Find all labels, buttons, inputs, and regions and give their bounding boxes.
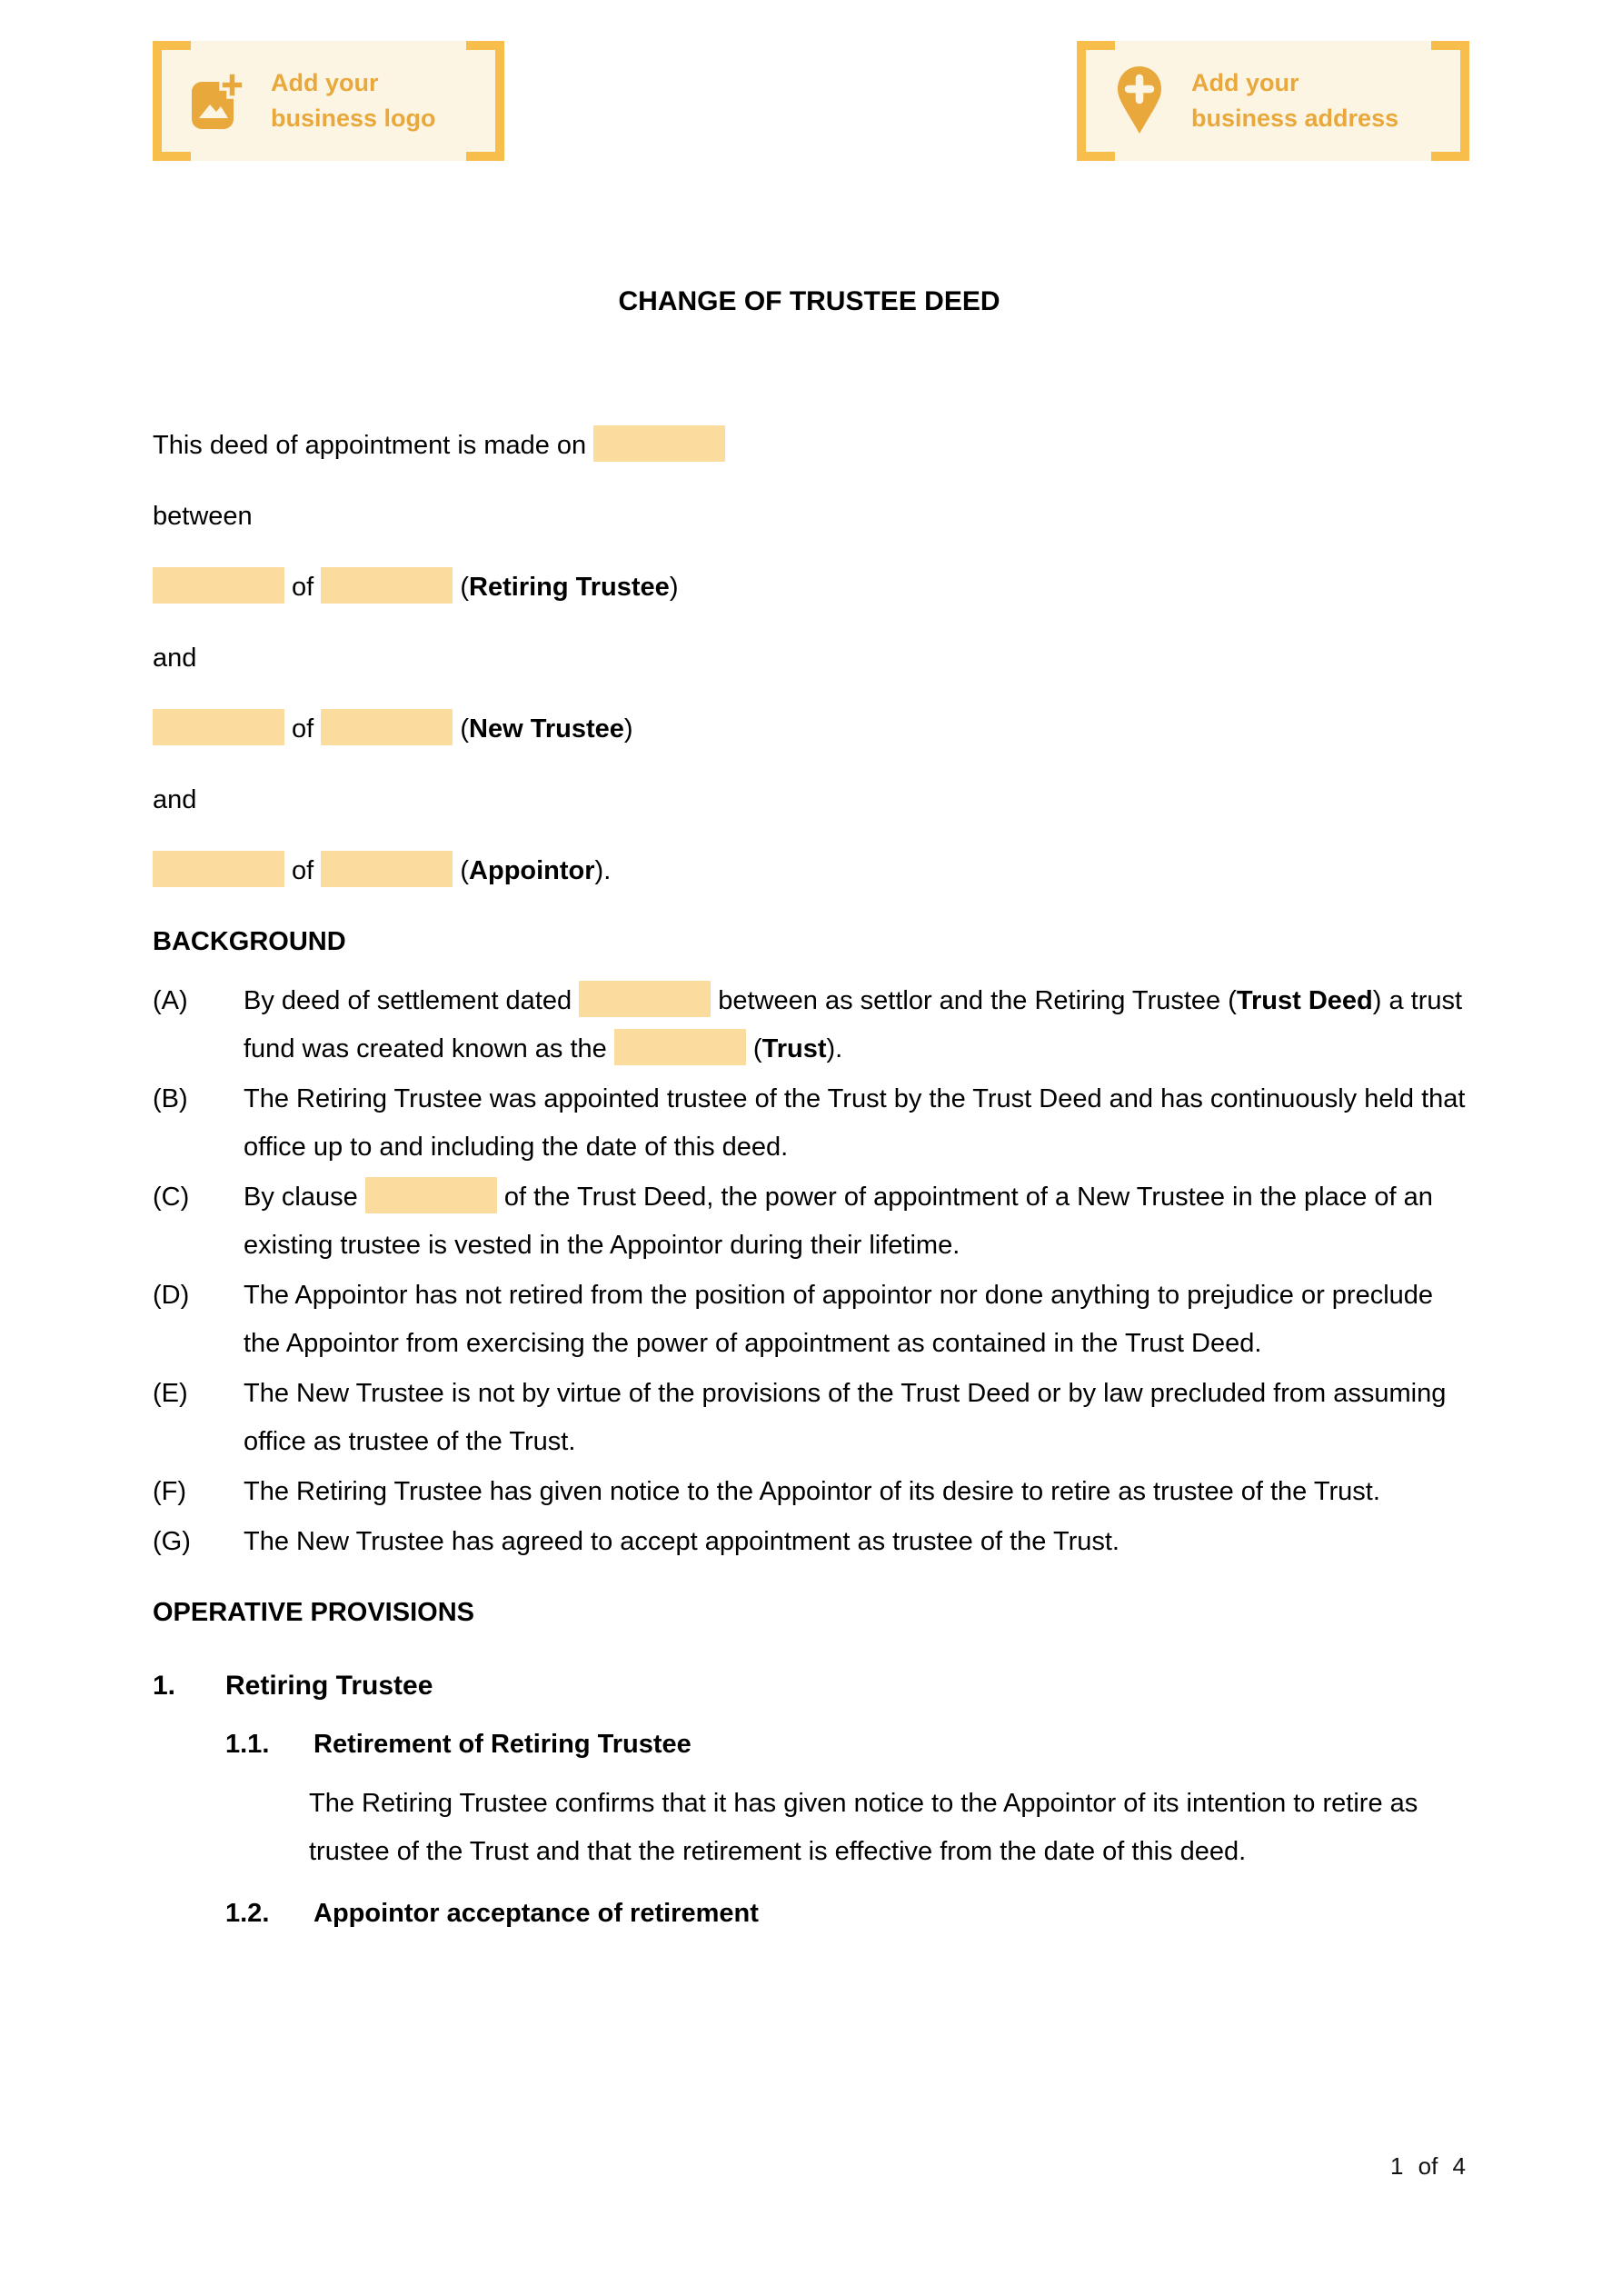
document-title: CHANGE OF TRUSTEE DEED [618,286,1000,316]
add-business-logo-label [271,65,436,136]
subsection-1-2-number: 1.2. [225,1899,270,1928]
recital-text [244,1518,1466,1566]
recital-text [244,1468,1466,1516]
section-1-title: Retiring Trustee [225,1671,433,1701]
corner-bracket-left [153,41,191,161]
text-run: ). [826,1034,843,1063]
intro-and-2: and [153,785,197,814]
text-run: ( [453,714,470,744]
placeholder-highlight[interactable] [593,425,725,462]
add-business-logo-label-line1: Add your [271,69,379,96]
subsection-1-1-number: 1.1. [225,1730,270,1759]
party-retiring-trustee [153,564,1466,612]
text-run: This deed of appointment is made on [153,431,594,460]
intro-and-1: and [153,644,197,673]
corner-bracket-right [466,41,504,161]
recital-item-e [153,1370,1466,1466]
recital-item-d [153,1272,1466,1368]
text-run: ( [745,1034,762,1063]
text-run: ) a trust fund was created known as the [244,986,1463,1063]
placeholder-highlight[interactable] [153,709,284,745]
text-run: ( [453,856,470,885]
subsection-1-1-body: The Retiring Trustee confirms that it has given notice to the Appointor of its intention to retire as trustee of the Trust and that the retirement is effective from the date of this deed. [309,1789,1418,1866]
text-run: between as settlor and the Retiring Trustee ( [711,986,1237,1015]
intro-made-on [153,422,1466,470]
recital-label: (D) [153,1281,190,1310]
image-plus-icon [191,71,244,131]
add-business-address-label [1191,65,1398,136]
corner-bracket-right [1431,41,1469,161]
text-run: By deed of settlement dated [244,986,580,1015]
bold-term: Retiring Trustee [469,573,670,602]
placeholder-highlight[interactable] [153,567,284,604]
text-run: of [284,573,322,602]
recital-label: (F) [153,1477,187,1506]
bold-term: Appointor [469,856,595,885]
subsection-1-1-title: Retirement of Retiring Trustee [313,1730,692,1759]
text-run: By clause [244,1183,365,1212]
bold-term: New Trustee [469,714,624,744]
text-run: of the Trust Deed, the power of appointment of a New Trustee in the place of an existing trustee is vested in the Appointor during their lifetime. [244,1183,1433,1260]
add-business-address-label-line1: Add your [1191,69,1299,96]
page-number-indicator: 1 of 4 [1389,2152,1466,2180]
subsection-1-1-heading [225,1721,1466,1769]
placeholder-highlight[interactable] [321,851,453,887]
recital-item-b [153,1075,1466,1172]
recital-label: (E) [153,1379,188,1408]
text-run: The Retiring Trustee was appointed trustee of the Trust by the Trust Deed and has continuously held that office up to and including the date of this deed. [244,1084,1466,1162]
placeholder-highlight[interactable] [614,1029,746,1065]
recital-item-c [153,1173,1466,1270]
recital-label: (C) [153,1183,190,1212]
placeholder-highlight[interactable] [153,851,284,887]
recital-item-f [153,1468,1466,1516]
text-run: ) [623,714,633,744]
placeholder-highlight[interactable] [321,567,453,604]
recital-label: (A) [153,986,188,1015]
text-run: of [284,714,322,744]
intro-between: between [153,502,253,531]
text-run: The New Trustee has agreed to accept appointment as trustee of the Trust. [244,1527,1119,1556]
add-business-logo-placeholder[interactable] [153,41,504,161]
add-business-address-label-line2: business address [1191,105,1399,132]
recital-item-a [153,977,1466,1073]
section-1-number: 1. [153,1671,176,1701]
text-run: ). [594,856,612,885]
placeholder-highlight[interactable] [365,1177,497,1213]
add-business-logo-label-line2: business logo [271,105,436,132]
bold-term: Trust Deed [1236,986,1373,1015]
recital-text [244,1173,1466,1270]
background-heading: BACKGROUND [153,927,346,956]
operative-provisions-heading: OPERATIVE PROVISIONS [153,1598,474,1627]
add-business-address-placeholder[interactable] [1077,41,1469,161]
text-run: of [284,856,322,885]
section-1-heading [153,1662,1466,1710]
recital-text [244,1075,1466,1172]
placeholder-highlight[interactable] [579,981,711,1017]
placeholder-highlight[interactable] [321,709,453,745]
party-appointor [153,847,1466,895]
bold-term: Trust [761,1034,827,1063]
recital-item-g [153,1518,1466,1566]
corner-bracket-left [1077,41,1115,161]
text-run: ) [669,573,679,602]
recital-text [244,1370,1466,1466]
subsection-1-2-title: Appointor acceptance of retirement [313,1899,759,1928]
text-run: The Retiring Trustee has given notice to the Appointor of its desire to retire as trustee of the Trust. [244,1477,1380,1506]
map-pin-plus-icon [1115,65,1164,137]
party-new-trustee [153,705,1466,754]
text-run: The New Trustee is not by virtue of the provisions of the Trust Deed or by law precluded from assuming office as trustee of the Trust. [244,1379,1447,1456]
recital-label: (G) [153,1527,191,1556]
recital-text [244,977,1466,1073]
text-run: ( [453,573,470,602]
recital-text [244,1272,1466,1368]
recital-label: (B) [153,1084,188,1113]
subsection-1-2-heading [225,1890,1466,1938]
recitals-list [153,977,1466,1566]
text-run: The Appointor has not retired from the position of appointor nor done anything to prejudice or preclude the Appointor from exercising the power of appointment as contained in the Trust Deed. [244,1281,1434,1358]
